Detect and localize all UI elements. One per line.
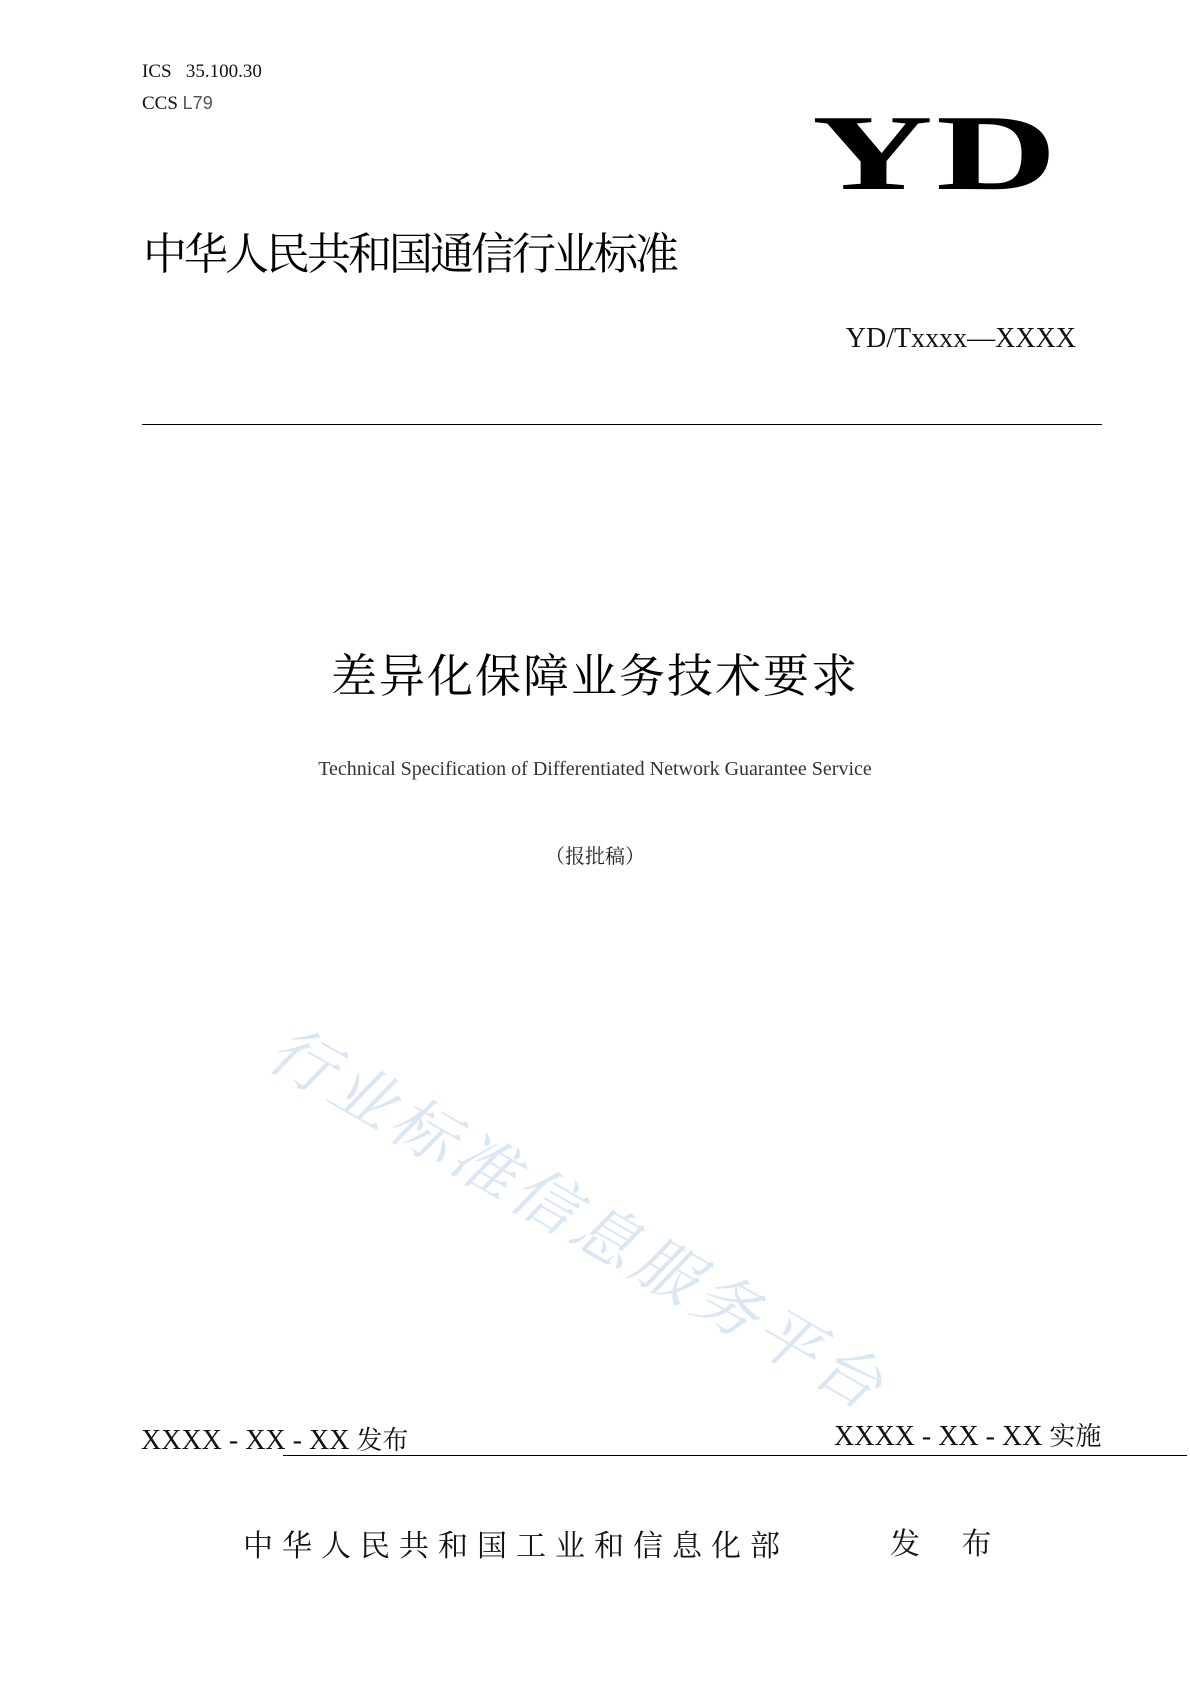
publish-date-line xyxy=(141,1424,408,1458)
ccs-label: CCS xyxy=(142,93,178,114)
yd-logo: YD xyxy=(812,94,1060,213)
ics-label: ICS xyxy=(142,61,172,82)
document-title-chinese: 差异化保障业务技术要求 xyxy=(331,649,859,703)
effective-label: 实施 xyxy=(1049,1422,1102,1452)
publish-date: XXXX - XX - XX xyxy=(141,1425,350,1456)
document-title-english: Technical Specification of Differentiated Network Guarantee Service xyxy=(318,758,872,780)
standard-type-title: 中华人民共和国通信行业标准 xyxy=(143,229,676,280)
ics-code: 35.100.30 xyxy=(185,61,262,82)
draft-status: （报批稿） xyxy=(545,844,645,868)
publish-label: 发布 xyxy=(356,1426,409,1456)
ics-code-line xyxy=(142,60,262,84)
issue-word: 发 布 xyxy=(890,1527,1008,1562)
standard-number: YD/Txxxx—XXXX xyxy=(845,323,1076,354)
footer-divider xyxy=(283,1455,1187,1456)
effective-date: XXXX - XX - XX xyxy=(834,1421,1043,1452)
issuing-authority: 中华人民共和国工业和信息化部 xyxy=(243,1529,789,1564)
effective-date-line xyxy=(834,1420,1101,1454)
header-divider xyxy=(142,424,1102,425)
watermark-text: 行业标准信息服务平台 xyxy=(255,1012,899,1428)
ccs-code-line xyxy=(142,91,213,116)
watermark xyxy=(255,1000,1000,1428)
ccs-code: L79 xyxy=(182,93,213,113)
